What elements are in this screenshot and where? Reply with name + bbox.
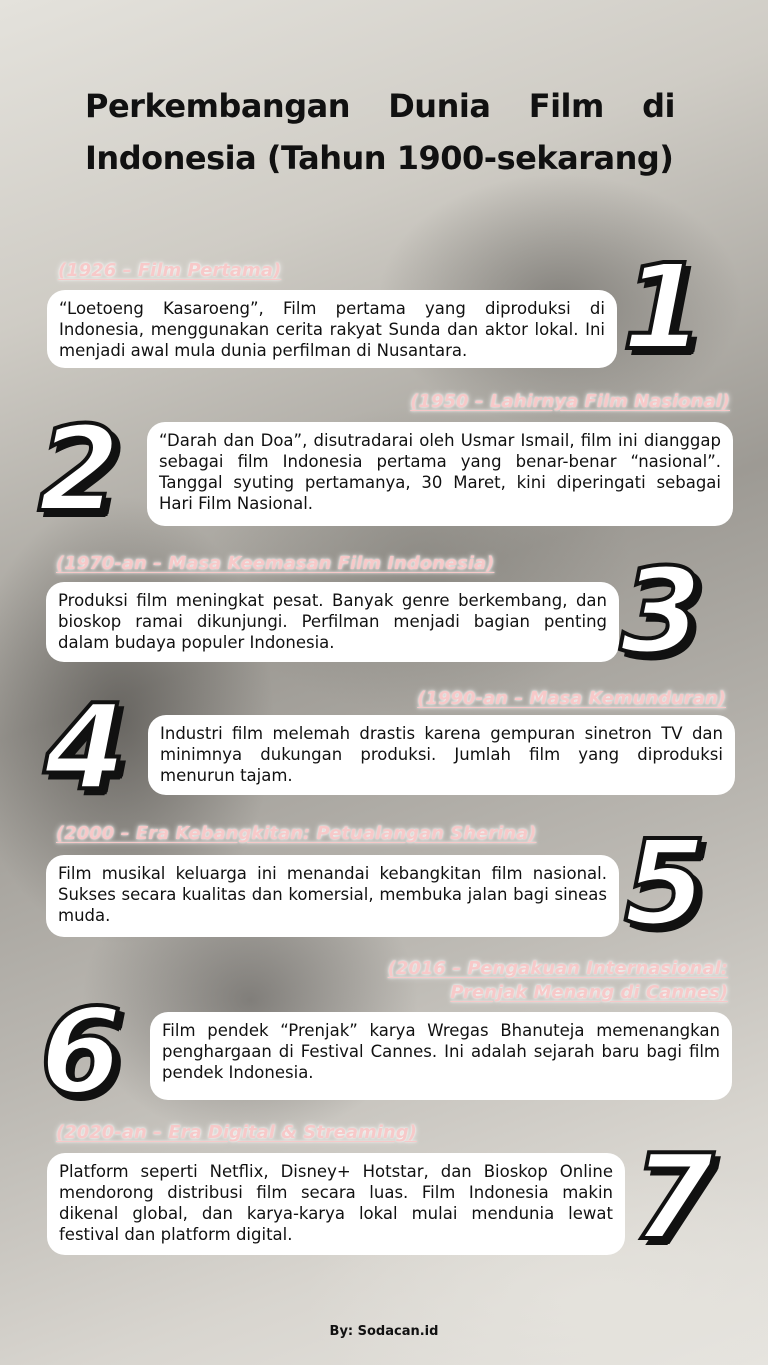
card-text: Platform seperti Netflix, Disney+ Hotstar, dan Bioskop Online mendorong distribusi film secara luas. Film Indonesia makin dikenal global, dan karya-karya lokal mulai mendunia lewat festival dan platform digital. — [59, 1162, 613, 1244]
heading-1950: (1950 – Lahirnya Film Nasional) — [410, 391, 730, 412]
page-title: Perkembangan Dunia Film di Indonesia (Tahun 1900-sekarang) — [85, 87, 675, 177]
card-2016 — [150, 1012, 732, 1100]
card-1950 — [147, 422, 733, 526]
number-1-badge: 1 — [622, 238, 705, 376]
card-text: Film musikal keluarga ini menandai kebangkitan film nasional. Sukses secara kualitas dan komersial, membuka jalan bagi sineas muda. — [58, 864, 607, 925]
heading-2020: (2020-an – Era Digital & Streaming) — [56, 1122, 417, 1143]
card-text: “Loetoeng Kasaroeng”, Film pertama yang diproduksi di Indonesia, menggunakan cerita rakyat Sunda dan aktor lokal. Ini menjadi awal mula dunia perfilman di Nusantara. — [59, 299, 605, 360]
number-2-badge: 2 — [38, 400, 121, 538]
card-text: Industri film melemah drastis karena gempuran sinetron TV dan minimnya dukungan produksi. Jumlah film yang diproduksi menurun tajam. — [160, 724, 723, 785]
card-1990 — [148, 715, 735, 795]
number-4-badge: 4 — [44, 678, 127, 816]
number-3-badge: 3 — [620, 542, 703, 680]
number-5-badge: 5 — [624, 814, 707, 952]
number-6-badge: 6 — [40, 982, 123, 1120]
heading-2000: (2000 – Era Kebangkitan: Petualangan Sherina) — [56, 823, 537, 844]
number-7-badge: 7 — [632, 1128, 715, 1266]
heading-1926: (1926 – Film Pertama) — [58, 260, 282, 281]
card-2020 — [47, 1153, 625, 1255]
credit-text: By: Sodacan.id — [329, 1324, 439, 1339]
card-text: “Darah dan Doa”, disutradarai oleh Usmar Ismail, film ini dianggap sebagai film Indonesia pertama yang benar-benar “nasional”. Tanggal syuting pertamanya, 30 Maret, kini diperingati sebagai Hari Film Nasional. — [159, 431, 721, 513]
heading-1990: (1990-an – Masa Kemunduran) — [417, 688, 726, 709]
card-text: Film pendek “Prenjak” karya Wregas Bhanuteja memenangkan penghargaan di Festival Cannes. Ini adalah sejarah baru bagi film pendek Indonesia. — [162, 1021, 720, 1082]
heading-2016-line2: Prenjak Menang di Cannes) — [450, 982, 728, 1003]
heading-1970: (1970-an – Masa Keemasan Film Indonesia) — [56, 553, 495, 574]
card-text: Produksi film meningkat pesat. Banyak genre berkembang, dan bioskop ramai dikunjungi. Perfilman menjadi bagian penting dalam budaya populer Indonesia. — [58, 591, 607, 652]
heading-2016-line1: (2016 – Pengakuan Internasional: — [387, 958, 728, 979]
card-2000 — [46, 855, 619, 937]
card-1926 — [47, 290, 617, 368]
card-1970 — [46, 582, 619, 662]
